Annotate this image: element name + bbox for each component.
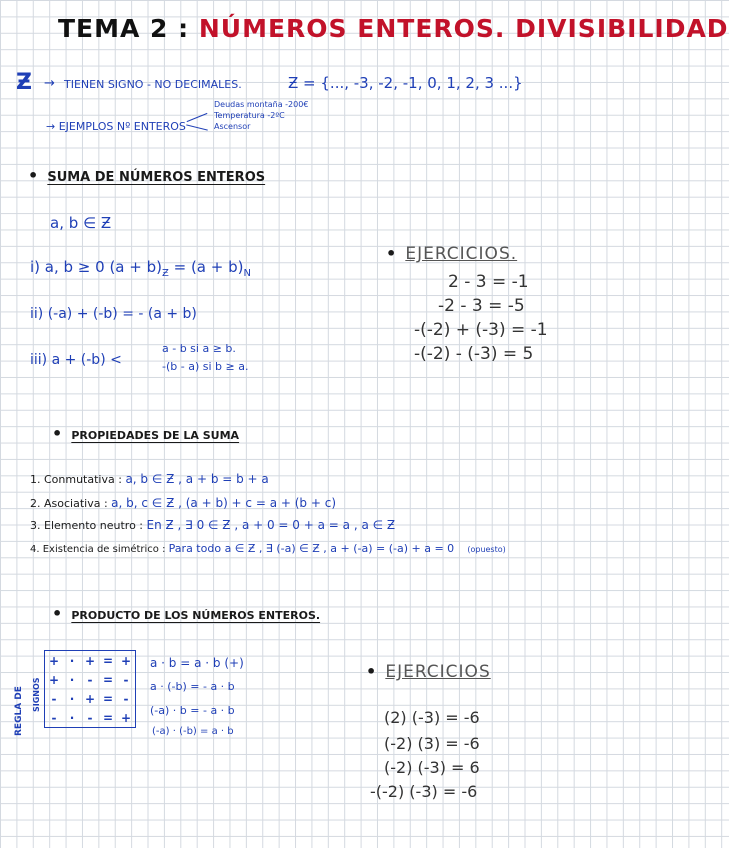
examples-brace-top: [187, 113, 208, 122]
ejercicio-1-line-2: -2 - 3 = -5: [438, 296, 525, 316]
suma-rule-i-sub-z: Ƶ: [161, 268, 169, 279]
ejercicios-1-title-row: [386, 244, 517, 264]
propiedad-2-label: 2. Asociativa :: [30, 497, 108, 510]
rule-label-2: SIGNOS: [32, 677, 41, 712]
bullet-icon: •: [28, 166, 39, 185]
producto-heading: PRODUCTO DE LOS NÚMEROS ENTEROS.: [71, 609, 321, 622]
table-cell: ·: [69, 691, 75, 706]
table-cell: =: [102, 710, 114, 725]
propiedad-3-label: 3. Elemento neutro :: [30, 519, 143, 532]
product-rule-2: a · (-b) = - a · b: [150, 680, 235, 693]
propiedad-2-text: a, b, c ∈ Ƶ , (a + b) + c = a + (b + c): [111, 496, 337, 510]
table-cell: +: [84, 653, 96, 668]
table-cell: +: [120, 710, 132, 725]
ejercicios-1-title: EJERCICIOS.: [405, 244, 518, 264]
propiedad-2: [30, 496, 336, 510]
table-cell: +: [48, 672, 60, 687]
examples-label: → EJEMPLOS Nº ENTEROS: [46, 120, 186, 133]
suma-heading-row: [28, 166, 265, 185]
table-row: [45, 651, 136, 671]
table-cell: -: [87, 710, 93, 725]
table-cell: =: [102, 691, 114, 706]
ejercicio-2-line-3: (-2) (-3) = 6: [384, 758, 480, 777]
z-set: Ƶ = {..., -3, -2, -1, 0, 1, 2, 3 ...}: [288, 74, 523, 92]
table-cell: ·: [69, 710, 75, 725]
title-part-1: TEMA 2 :: [58, 14, 199, 43]
ejercicio-2-line-4: -(-2) (-3) = -6: [370, 782, 478, 801]
suma-rule-i: [30, 258, 251, 279]
table-cell: +: [84, 691, 96, 706]
example-item-2: Temperatura -2ºC: [214, 111, 285, 120]
table-row: [45, 689, 136, 708]
suma-rule-i-sub-n: N: [243, 268, 251, 279]
examples-brace-bottom: [186, 124, 208, 130]
propiedades-heading: PROPIEDADES DE LA SUMA: [71, 429, 240, 442]
bullet-icon: •: [366, 662, 377, 681]
bullet-icon: •: [52, 424, 63, 443]
propiedad-4-note: (opuesto): [467, 545, 506, 554]
product-rule-3: (-a) · b = - a · b: [150, 704, 235, 717]
suma-rule-i-mid: = (a + b): [168, 258, 244, 276]
table-cell: -: [51, 710, 57, 725]
table-cell: =: [102, 672, 114, 687]
table-row: [45, 670, 136, 689]
sign-rule-table: [44, 650, 136, 728]
propiedad-1-label: 1. Conmutativa :: [30, 473, 122, 486]
example-item-1-extra: montaña -200€: [246, 100, 309, 109]
ejercicio-1-line-4: -(-2) - (-3) = 5: [414, 344, 534, 364]
propiedad-4-text: Para todo a ∈ Ƶ , ∃ (-a) ∈ Ƶ , a + (-a) = (-a) + a = 0: [168, 542, 455, 555]
propiedad-3: [30, 518, 395, 532]
title-part-2: NÚMEROS ENTEROS. DIVISIBILIDAD: [198, 14, 729, 43]
suma-rule-iii-case-2: -(b - a) si b ≥ a.: [162, 360, 249, 373]
suma-heading: SUMA DE NÚMEROS ENTEROS: [47, 170, 266, 185]
table-cell: -: [123, 691, 129, 706]
table-cell: -: [123, 672, 129, 687]
example-item-1-text: Deudas: [214, 100, 245, 109]
z-symbol: Ƶ: [16, 70, 32, 95]
ejercicios-2-title-row: [366, 662, 491, 682]
table-cell: -: [51, 691, 57, 706]
propiedad-1-text: a, b ∈ Ƶ , a + b = b + a: [125, 472, 269, 486]
ejercicios-2-title: EJERCICIOS: [385, 662, 491, 682]
table-cell: +: [120, 653, 132, 668]
suma-rule-iii-case-1: a - b si a ≥ b.: [162, 342, 236, 355]
ejercicio-2-line-2: (-2) (3) = -6: [384, 734, 480, 753]
intro-has-sign: TIENEN SIGNO - NO DECIMALES.: [64, 78, 242, 91]
product-rule-1: a · b = a · b (+): [150, 656, 244, 670]
table-cell: -: [87, 672, 93, 687]
product-rule-4: (-a) · (-b) = a · b: [152, 726, 234, 737]
table-cell: ·: [69, 653, 75, 668]
propiedades-heading-row: [52, 424, 239, 443]
rule-label-1: REGLA DE: [14, 686, 24, 736]
intro-arrow: →: [44, 76, 55, 91]
bullet-icon: •: [386, 244, 397, 263]
example-item-3: Ascensor: [214, 122, 251, 131]
propiedad-3-text: En Ƶ , ∃ 0 ∈ Ƶ , a + 0 = 0 + a = a , a ∈ Ƶ: [146, 518, 396, 532]
table-cell: +: [48, 653, 60, 668]
ejercicio-2-line-1: (2) (-3) = -6: [384, 708, 480, 727]
suma-rule-i-text: i) a, b ≥ 0 (a + b): [30, 258, 162, 276]
table-cell: =: [102, 653, 114, 668]
table-cell: ·: [69, 672, 75, 687]
propiedad-4: [30, 542, 506, 555]
propiedad-1: [30, 472, 269, 486]
ejercicio-1-line-1: 2 - 3 = -1: [448, 272, 529, 292]
suma-rule-ii: ii) (-a) + (-b) = - (a + b): [30, 306, 197, 322]
propiedad-4-label: 4. Existencia de simétrico :: [30, 544, 166, 555]
table-row: [45, 708, 136, 728]
suma-rule-iii: iii) a + (-b) <: [30, 352, 122, 368]
suma-premise: a, b ∈ Ƶ: [50, 214, 112, 232]
bullet-icon: •: [52, 604, 63, 623]
producto-heading-row: [52, 604, 320, 623]
example-item-1: [214, 100, 308, 109]
page-title: [58, 14, 729, 43]
ejercicio-1-line-3: -(-2) + (-3) = -1: [414, 320, 548, 340]
